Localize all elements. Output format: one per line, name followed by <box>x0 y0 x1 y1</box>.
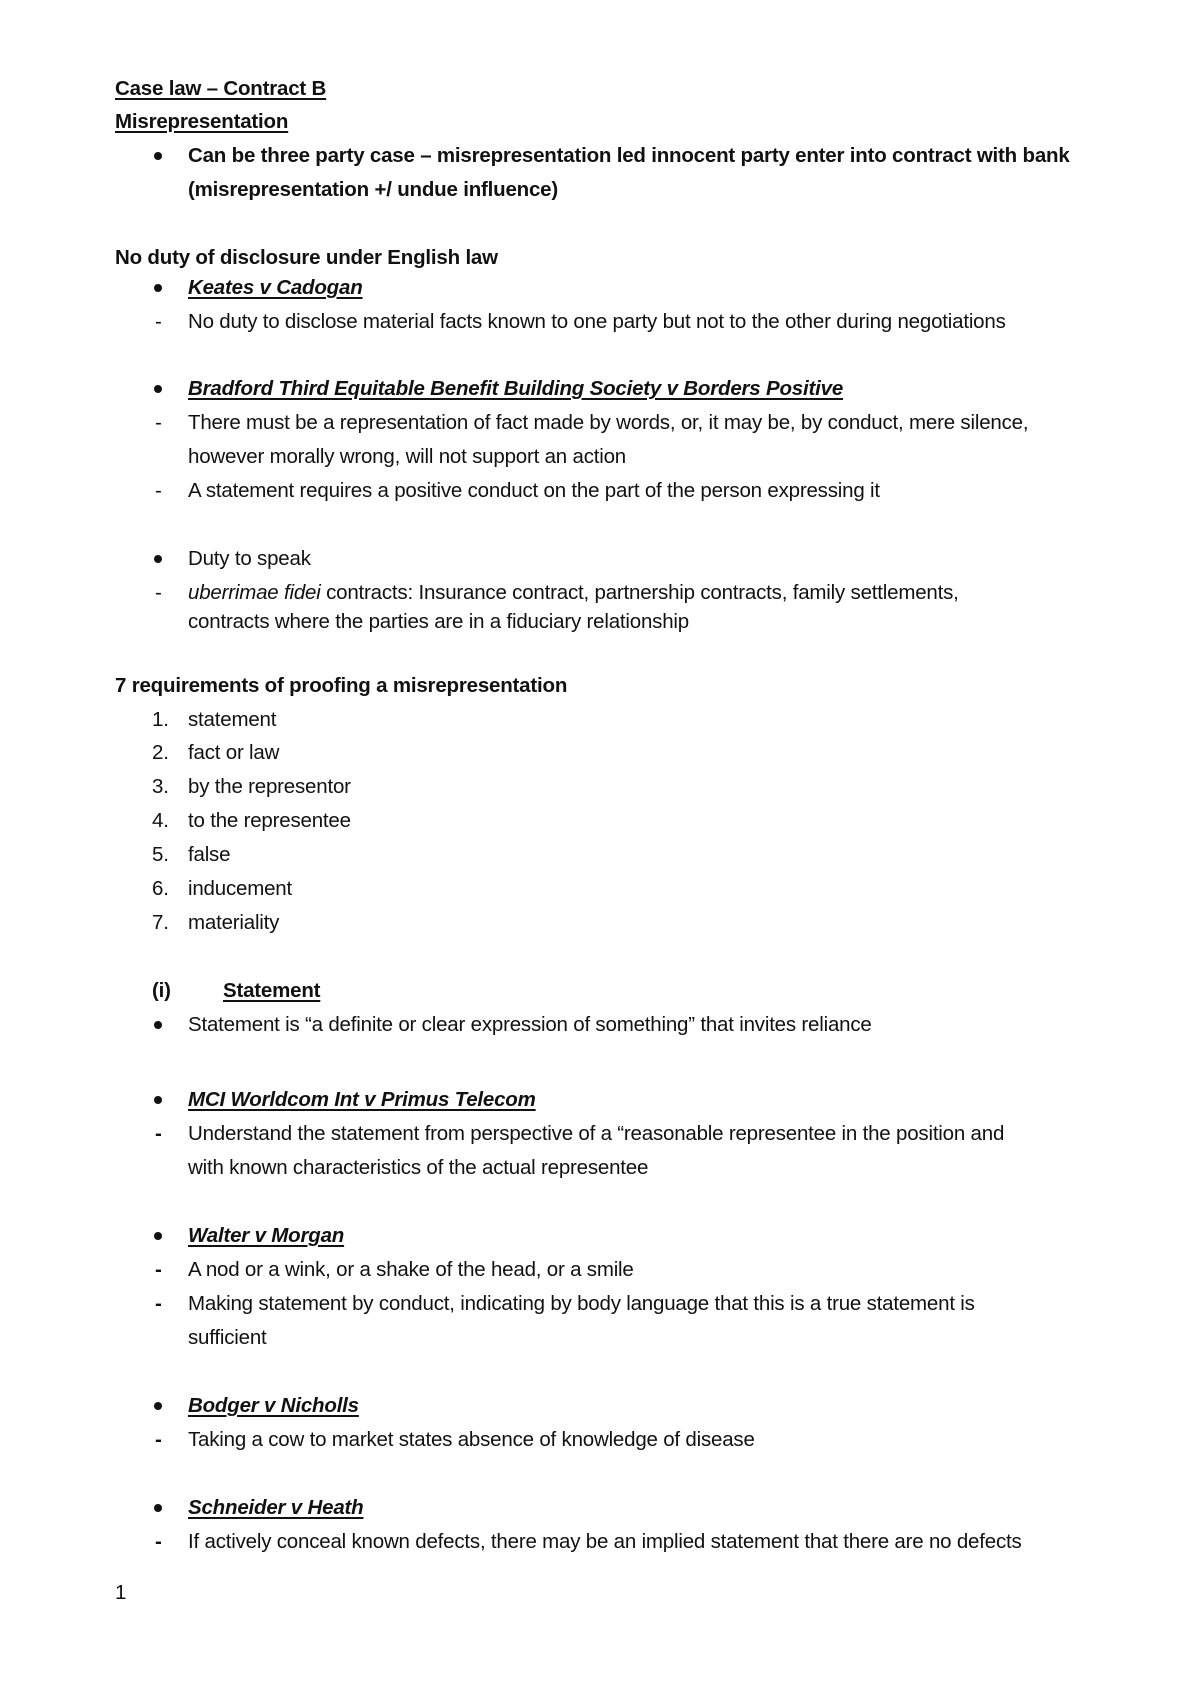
dash-marker: - <box>155 1258 162 1281</box>
uberrimae-rest: contracts: Insurance contract, partnership contracts, family settlements, <box>320 581 959 604</box>
case-schneider-v-heath: Schneider v Heath <box>188 1496 364 1519</box>
bullet-icon <box>154 1021 162 1029</box>
requirement-item: to the representee <box>188 809 351 832</box>
keates-point-1: No duty to disclose material facts known to one party but not to the other during negotiations <box>188 310 1006 333</box>
bullet-icon <box>154 1504 162 1512</box>
bullet-icon <box>154 1096 162 1104</box>
walter-point-1: A nod or a wink, or a shake of the head, or a smile <box>188 1258 634 1281</box>
section-number: (i) <box>152 979 171 1002</box>
mci-point-1-line-1: Understand the statement from perspective of a “reasonable representee in the position and <box>188 1122 1005 1145</box>
bullet-icon <box>154 555 162 563</box>
requirement-number: 2. <box>152 741 169 764</box>
bullet-icon <box>154 152 162 160</box>
requirement-item: inducement <box>188 877 292 900</box>
dash-marker: - <box>155 310 162 333</box>
duty-to-speak: Duty to speak <box>188 547 311 570</box>
requirement-item: false <box>188 843 231 866</box>
requirement-item: statement <box>188 708 277 731</box>
bradford-point-1-line-1: There must be a representation of fact made by words, or, it may be, by conduct, mere silence, <box>188 411 1029 434</box>
dash-marker: - <box>155 1428 162 1451</box>
requirement-number: 4. <box>152 809 169 832</box>
case-walter-v-morgan: Walter v Morgan <box>188 1224 345 1247</box>
walter-point-2-line-2: sufficient <box>188 1326 267 1349</box>
document-title: Case law – Contract B <box>115 77 327 100</box>
bullet-icon <box>154 1232 162 1240</box>
requirement-number: 5. <box>152 843 169 866</box>
schneider-point-1: If actively conceal known defects, there may be an implied statement that there are no defects <box>188 1530 1022 1553</box>
bradford-point-2: A statement requires a positive conduct on the part of the person expressing it <box>188 479 880 502</box>
case-mci-worldcom: MCI Worldcom Int v Primus Telecom <box>188 1088 536 1111</box>
requirement-item: by the representor <box>188 775 351 798</box>
mci-point-1-line-2: with known characteristics of the actual representee <box>188 1156 649 1179</box>
case-bodger-v-nicholls: Bodger v Nicholls <box>188 1394 359 1417</box>
section-title-statement: Statement <box>223 979 321 1002</box>
requirement-item: fact or law <box>188 741 280 764</box>
case-bradford: Bradford Third Equitable Benefit Building Society v Borders Positive <box>188 377 844 400</box>
bullet-icon <box>154 1402 162 1410</box>
requirement-number: 7. <box>152 911 169 934</box>
dash-marker: - <box>155 1122 162 1145</box>
case-keates-v-cadogan: Keates v Cadogan <box>188 276 363 299</box>
requirement-number: 6. <box>152 877 169 900</box>
intro-bullet-line-2: (misrepresentation +/ undue influence) <box>188 178 559 201</box>
requirement-number: 1. <box>152 708 169 731</box>
dash-marker: - <box>155 1530 162 1553</box>
requirements-heading: 7 requirements of proofing a misrepresentation <box>115 674 568 697</box>
uberrimae-line-2: contracts where the parties are in a fiduciary relationship <box>188 610 689 633</box>
uberrimae-term: uberrimae fidei <box>188 581 321 604</box>
statement-definition: Statement is “a definite or clear expression of something” that invites reliance <box>188 1013 872 1036</box>
bullet-icon <box>154 284 162 292</box>
dash-marker: - <box>155 581 162 604</box>
disclosure-heading: No duty of disclosure under English law <box>115 246 498 269</box>
bradford-point-1-line-2: however morally wrong, will not support an action <box>188 445 626 468</box>
dash-marker: - <box>155 1292 162 1315</box>
page-number: 1 <box>115 1581 127 1604</box>
bodger-point-1: Taking a cow to market states absence of knowledge of disease <box>188 1428 755 1451</box>
dash-marker: - <box>155 479 162 502</box>
walter-point-2-line-1: Making statement by conduct, indicating by body language that this is a true statement is <box>188 1292 975 1315</box>
requirement-number: 3. <box>152 775 169 798</box>
dash-marker: - <box>155 411 162 434</box>
bullet-icon <box>154 385 162 393</box>
uberrimae-line-1 <box>188 580 959 606</box>
section-heading-misrepresentation: Misrepresentation <box>115 110 289 133</box>
requirement-item: materiality <box>188 911 280 934</box>
intro-bullet-line-1: Can be three party case – misrepresentation led innocent party enter into contract with bank <box>188 144 1070 167</box>
